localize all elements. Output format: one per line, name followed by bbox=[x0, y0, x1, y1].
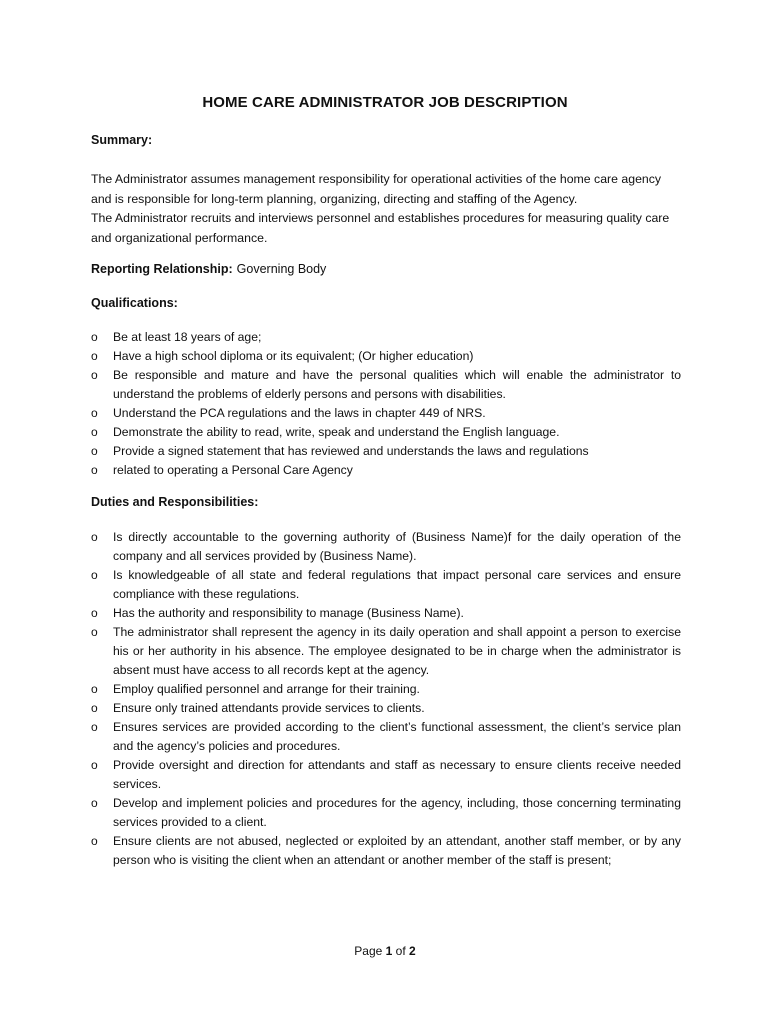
list-item bbox=[91, 718, 681, 756]
list-item-text: Be responsible and mature and have the personal qualities which will enable the administrator to understand the problems of elderly persons and persons with disabilities. bbox=[113, 368, 681, 401]
list-item-text: Provide a signed statement that has reviewed and understands the laws and regulations bbox=[113, 444, 589, 458]
list-item-text: The administrator shall represent the agency in its daily operation and shall appoint a person to exercise his or her authority in his absence. The employee designated to be in charge when the administrator is absent must have access to all records kept at the agency. bbox=[113, 625, 681, 677]
summary-paragraph bbox=[91, 170, 681, 248]
bullet-circle-icon: o bbox=[91, 796, 98, 810]
list-item-text: Ensure only trained attendants provide services to clients. bbox=[113, 701, 425, 715]
list-item-text: related to operating a Personal Care Agency bbox=[113, 463, 353, 477]
bullet-circle-icon: o bbox=[91, 606, 98, 620]
reporting-value: Governing Body bbox=[236, 262, 327, 276]
list-item bbox=[91, 461, 681, 480]
list-item-text: Demonstrate the ability to read, write, speak and understand the English language. bbox=[113, 425, 560, 439]
list-item-text: Ensure clients are not abused, neglected or exploited by an attendant, another staff member, or by any person who is visiting the client when an attendant or another member of the staff is present; bbox=[113, 834, 681, 867]
list-item-text: Understand the PCA regulations and the laws in chapter 449 of NRS. bbox=[113, 406, 486, 420]
reporting-relationship bbox=[91, 262, 326, 276]
list-item bbox=[91, 347, 681, 366]
bullet-circle-icon: o bbox=[91, 425, 98, 439]
list-item bbox=[91, 328, 681, 347]
list-item bbox=[91, 404, 681, 423]
list-item bbox=[91, 366, 681, 404]
bullet-circle-icon: o bbox=[91, 720, 98, 734]
document-title: HOME CARE ADMINISTRATOR JOB DESCRIPTION bbox=[202, 94, 568, 111]
bullet-circle-icon: o bbox=[91, 682, 98, 696]
list-item-text: Is directly accountable to the governing authority of (Business Name)f for the daily operation of the company and all services provided by (Business Name). bbox=[113, 530, 681, 563]
list-item bbox=[91, 699, 681, 718]
bullet-circle-icon: o bbox=[91, 530, 98, 544]
list-item bbox=[91, 423, 681, 442]
bullet-circle-icon: o bbox=[91, 758, 98, 772]
list-item-text: Have a high school diploma or its equivalent; (Or higher education) bbox=[113, 349, 474, 363]
list-item bbox=[91, 442, 681, 461]
bullet-circle-icon: o bbox=[91, 463, 98, 477]
page-word: Page bbox=[354, 944, 383, 958]
list-item bbox=[91, 623, 681, 680]
summary-heading: Summary: bbox=[91, 133, 153, 147]
summary-line: The Administrator assumes management responsibility for operational activities of the home care agency and is responsible for long-term planning, organizing, directing and staffing of the Agency. bbox=[91, 172, 662, 206]
list-item bbox=[91, 566, 681, 604]
list-item-text: Provide oversight and direction for attendants and staff as necessary to ensure clients receive needed services. bbox=[113, 758, 681, 791]
list-item-text: Employ qualified personnel and arrange for their training. bbox=[113, 682, 420, 696]
bullet-circle-icon: o bbox=[91, 349, 98, 363]
duties-heading: Duties and Responsibilities: bbox=[91, 495, 259, 509]
list-item bbox=[91, 832, 681, 870]
bullet-circle-icon: o bbox=[91, 444, 98, 458]
bullet-circle-icon: o bbox=[91, 568, 98, 582]
list-item-text: Is knowledgeable of all state and federal regulations that impact personal care services and ensure compliance with these regulations. bbox=[113, 568, 681, 601]
list-item bbox=[91, 528, 681, 566]
current-page-number: 1 bbox=[385, 944, 393, 958]
list-item bbox=[91, 680, 681, 699]
list-item bbox=[91, 604, 681, 623]
page-footer bbox=[0, 944, 770, 958]
bullet-circle-icon: o bbox=[91, 834, 98, 848]
bullet-circle-icon: o bbox=[91, 406, 98, 420]
list-item-text: Develop and implement policies and procedures for the agency, including, those concerning terminating services provided to a client. bbox=[113, 796, 681, 829]
list-item bbox=[91, 794, 681, 832]
bullet-circle-icon: o bbox=[91, 368, 98, 382]
list-item-text: Be at least 18 years of age; bbox=[113, 330, 262, 344]
summary-line: The Administrator recruits and interviews personnel and establishes procedures for measuring quality care and organizational performance. bbox=[91, 211, 670, 245]
of-word: of bbox=[395, 944, 406, 958]
bullet-circle-icon: o bbox=[91, 701, 98, 715]
qualifications-heading: Qualifications: bbox=[91, 296, 178, 310]
list-item bbox=[91, 756, 681, 794]
duties-list bbox=[91, 528, 681, 870]
total-pages-number: 2 bbox=[409, 944, 416, 958]
reporting-label: Reporting Relationship: bbox=[91, 262, 233, 276]
bullet-circle-icon: o bbox=[91, 625, 98, 639]
list-item-text: Ensures services are provided according to the client’s functional assessment, the client’s service plan and the agency’s policies and procedures. bbox=[113, 720, 681, 753]
bullet-circle-icon: o bbox=[91, 330, 98, 344]
list-item-text: Has the authority and responsibility to manage (Business Name). bbox=[113, 606, 464, 620]
qualifications-list bbox=[91, 328, 681, 480]
